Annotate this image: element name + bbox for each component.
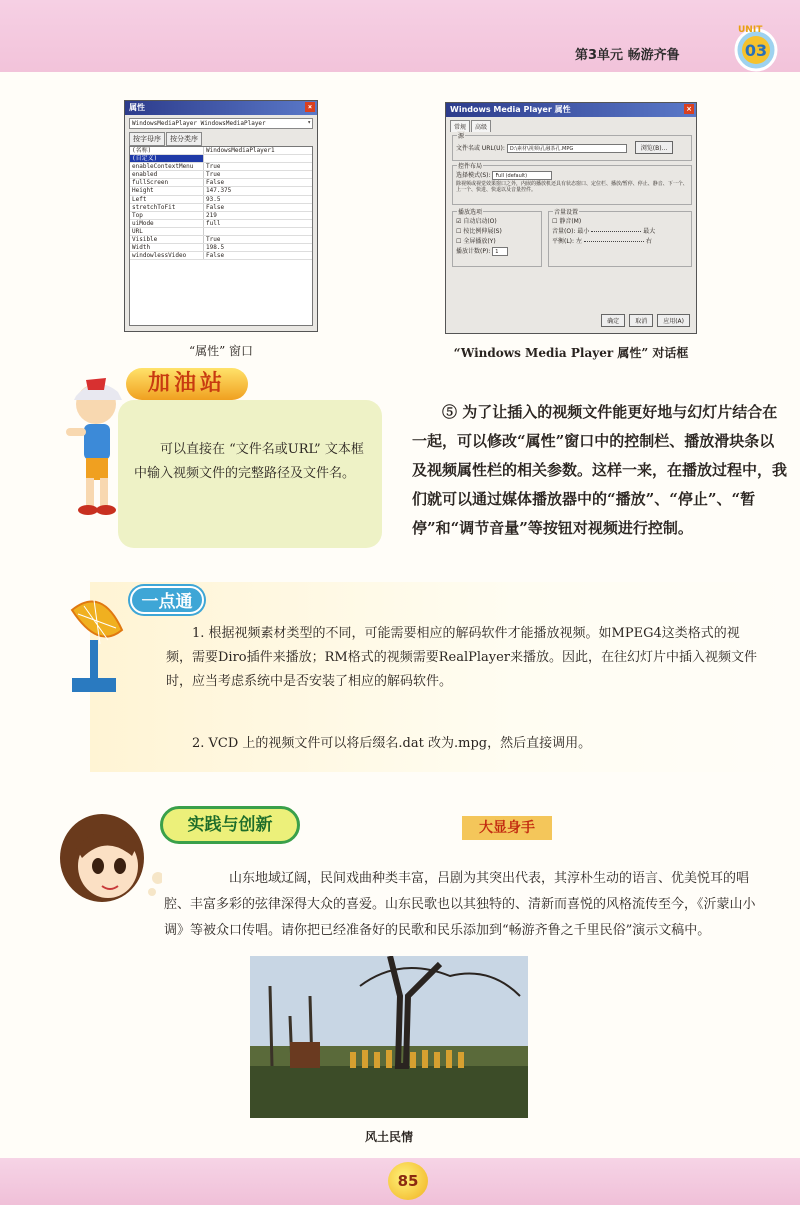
checkbox-icon: ☐ [456, 238, 462, 245]
playback-group-label: 播放选项 [458, 209, 483, 216]
volume-group-label: 音量设置 [554, 209, 579, 216]
tip-title: 加油站 [126, 368, 248, 400]
girl-mascot-illustration [52, 808, 162, 918]
wmp-dialog-title: Windows Media Player 属性 [450, 105, 571, 114]
wmp-dialog-caption: “Windows Media Player 属性” 对话框 [453, 346, 689, 360]
property-value: True [206, 236, 221, 244]
close-icon: × [684, 104, 694, 114]
property-name: Left [130, 196, 204, 203]
chevron-down-icon: ▾ [307, 119, 311, 126]
property-value: 147.375 [206, 187, 232, 195]
object-select-value: WindowsMediaPlayer WindowsMediaPlayer [132, 120, 266, 127]
cancel-button: 取消 [629, 314, 653, 327]
mode-label: 选择模式(S): [456, 172, 491, 179]
volume-max-label: 最大 [643, 228, 656, 235]
property-name: enabled [130, 171, 204, 178]
layout-group-label: 控件布局 [458, 163, 483, 170]
satellite-dish-icon [62, 590, 134, 696]
property-name: Top [130, 212, 204, 219]
mode-select: Full (default) [492, 171, 552, 180]
property-row [130, 212, 312, 220]
property-row [130, 220, 312, 228]
apply-button: 应用(A) [657, 314, 690, 327]
property-value: False [206, 179, 225, 187]
property-row [130, 147, 312, 155]
property-row [130, 155, 312, 163]
unit-logo [720, 22, 780, 72]
fullscreen-label: 全屏播放(Y) [463, 238, 496, 245]
header-band [0, 0, 800, 72]
property-name: fullScreen [130, 179, 204, 186]
unit-logo-number: 03 [744, 41, 768, 60]
source-group-label: 源 [458, 133, 465, 140]
property-row [130, 244, 312, 252]
property-value: True [206, 171, 221, 179]
property-grid [129, 146, 313, 326]
practice-badge: 实践与创新 [160, 806, 300, 844]
wmp-dialog-titlebar [446, 103, 696, 117]
property-value: False [206, 252, 225, 260]
tab-categorized: 按分类序 [166, 132, 202, 146]
playback-group [452, 211, 542, 267]
volume-group [548, 211, 692, 267]
note-item-1: 1. 根据视频素材类型的不同，可能需要相应的解码软件才能播放视频。如MPEG4这类格式的视频，需要Diro插件来播放；RM格式的视频需要RealPlayer来播放。因此，在往幻灯片中插入视频文件时，应当考虑系统中是否安装了相应的解码软件。 [166, 626, 758, 689]
object-select [129, 118, 313, 129]
tab-general: 常规 [450, 120, 470, 132]
checkbox-icon: ☐ [456, 228, 462, 235]
property-name: uiMode [130, 220, 204, 227]
property-value [204, 228, 206, 235]
balance-left-label: 左 [575, 238, 582, 245]
property-name: Width [130, 244, 204, 251]
autostart-label: 自动启动(O) [463, 218, 497, 225]
mode-description: 除视频或视觉效果窗口之外，内嵌的播放机还具有状态窗口、定位栏、播放/暂停、停止、静音、下一个、上一个、快进、快退以及音量控件。 [456, 181, 688, 193]
property-row [130, 179, 312, 187]
properties-window-title: 属性 [129, 103, 145, 112]
dialog-buttons [601, 314, 690, 327]
practice-text: 山东地域辽阔，民间戏曲种类丰富，吕剧为其突出代表，其淳朴生动的语言、优美悦耳的唱腔、丰富多彩的弦律深得大众的喜爱。山东民歌也以其独特的、清新而喜悦的风格流传至今，《沂蒙山小调》等被众口传唱。请你把已经准备好的民歌和民乐添加到“畅游齐鲁之千里民俗”演示文稿中。 [164, 871, 756, 938]
property-row [130, 228, 312, 236]
properties-window-screenshot [124, 100, 318, 332]
checkbox-icon: ☐ [552, 218, 558, 225]
volume-label: 音量(O): [552, 228, 576, 235]
property-name: Visible [130, 236, 204, 243]
stretch-label: 按比例伸展(S) [463, 228, 502, 235]
property-value: 198.5 [206, 244, 225, 252]
wmp-dialog-screenshot [445, 102, 697, 334]
property-value [204, 155, 206, 162]
property-value: True [206, 163, 221, 171]
property-row [130, 163, 312, 171]
property-name: enableContextMenu [130, 163, 204, 170]
file-url-field: D:\素材\视频\孔融茶孔.MPG [507, 144, 627, 153]
property-value: False [206, 203, 225, 211]
property-row [130, 236, 312, 244]
step-5-paragraph: ⑤ 为了让插入的视频文件能更好地与幻灯片结合在一起，可以修改“属性”窗口中的控制栏、播放滑块条以及视频属性栏的相关参数。这样一来，在播放过程中，我们就可以通过媒体播放器中的“播放”、“停止”、“暂停”和“调节音量”等按钮对视频进行控制。 [412, 403, 788, 537]
property-name: URL [130, 228, 204, 235]
property-name: Height [130, 187, 204, 194]
property-value: WindowsMediaPlayer1 [206, 147, 275, 154]
note-item-2: 2. VCD 上的视频文件可以将后缀名.dat 改为.mpg，然后直接调用。 [192, 736, 592, 751]
layout-group [452, 165, 692, 205]
property-value: 219 [206, 211, 217, 219]
note-title: 一点通 [130, 586, 204, 614]
source-group [452, 135, 692, 161]
balance-slider [584, 241, 644, 242]
tab-alphabetic: 按字母序 [129, 132, 165, 146]
property-row [130, 196, 312, 204]
properties-window-titlebar [125, 101, 317, 115]
properties-window-caption: “属性” 窗口 [188, 344, 254, 358]
property-row [130, 204, 312, 212]
photo-caption: 风土民情 [364, 1130, 413, 1144]
tip-text: 可以直接在 “文件名或URL” 文本框中输入视频文件的完整路径及文件名。 [134, 442, 364, 481]
property-tabs [129, 132, 313, 146]
balance-right-label: 右 [645, 238, 652, 245]
unit-logo-text: UNIT [738, 25, 763, 35]
browse-button: 浏览(B)... [635, 141, 674, 154]
volume-min-label: 最小 [577, 228, 590, 235]
folk-customs-photo [250, 956, 528, 1118]
close-icon: × [305, 102, 315, 112]
property-name: (自定义) [130, 155, 204, 162]
practice-subtitle: 大显身手 [462, 816, 552, 840]
property-row [130, 171, 312, 179]
playcount-field: 1 [492, 247, 508, 256]
property-name: windowlessVideo [130, 252, 204, 259]
balance-label: 平衡(L): [552, 238, 575, 245]
page-number: 85 [388, 1162, 428, 1200]
property-name: (名称) [130, 147, 204, 154]
property-row [130, 252, 312, 260]
mute-label: 静音(M) [559, 218, 582, 225]
volume-slider [591, 231, 641, 232]
property-name: stretchToFit [130, 204, 204, 211]
ok-button: 确定 [601, 314, 625, 327]
checkbox-checked-icon: ☑ [456, 218, 462, 225]
unit-title: 第3单元 畅游齐鲁 [575, 48, 680, 63]
property-value: 93.5 [206, 195, 221, 203]
tab-advanced: 高级 [471, 120, 491, 132]
wmp-tabs [450, 120, 692, 132]
file-label: 文件名或 URL(U): [456, 145, 505, 152]
property-row [130, 187, 312, 195]
playcount-label: 播放计数(P): [456, 248, 491, 255]
property-value: full [206, 219, 221, 227]
